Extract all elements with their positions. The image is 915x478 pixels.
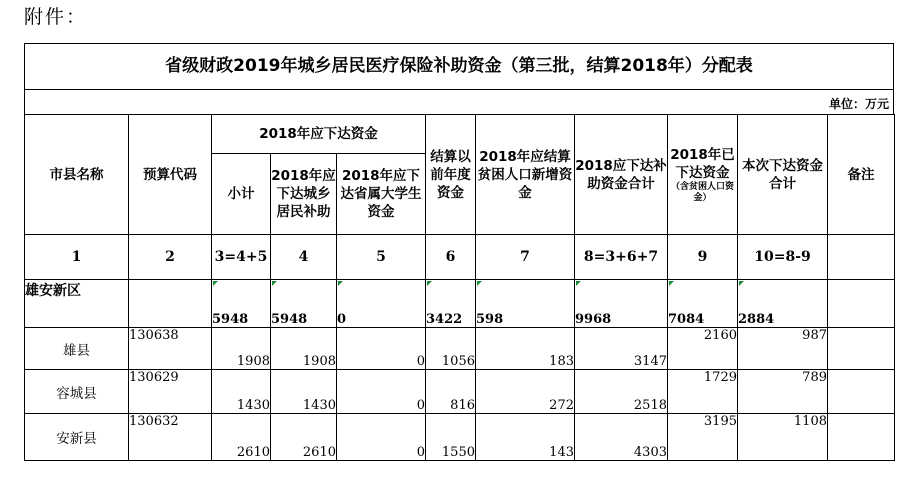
row-total: 3147 <box>575 328 668 370</box>
summary-remark-empty <box>828 280 895 328</box>
row-total: 4303 <box>575 414 668 461</box>
header-student-fund: 2018年应下达省属大学生资金 <box>337 154 426 235</box>
formula-cell: 3=4+5 <box>212 235 271 280</box>
summary-value: 7084 <box>668 280 738 328</box>
green-corner-marker <box>739 281 744 286</box>
summary-value: 3422 <box>426 280 476 328</box>
green-corner-marker <box>338 281 343 286</box>
formula-cell: 4 <box>271 235 337 280</box>
green-corner-marker <box>477 281 482 286</box>
table-row <box>25 414 895 461</box>
formula-cell: 6 <box>426 235 476 280</box>
row-code: 130632 <box>129 414 212 461</box>
green-corner-marker <box>213 281 218 286</box>
row-remark <box>828 414 895 461</box>
formula-cell: 7 <box>476 235 575 280</box>
row-resident: 2610 <box>271 414 337 461</box>
summary-value: 2884 <box>738 280 828 328</box>
unit-row <box>24 89 894 115</box>
header-code: 预算代码 <box>129 115 212 235</box>
row-issued: 2160 <box>668 328 738 370</box>
formula-cell-empty <box>828 235 895 280</box>
table-row <box>25 370 895 414</box>
formula-cell: 1 <box>25 235 129 280</box>
summary-name: 雄安新区 <box>25 280 129 328</box>
attachment-label: 附件： <box>24 6 88 28</box>
row-name: 容城县 <box>25 370 129 414</box>
formula-cell: 8=3+6+7 <box>575 235 668 280</box>
header-poor-new: 2018年应结算贫困人口新增资金 <box>476 115 575 235</box>
row-name: 雄县 <box>25 328 129 370</box>
header-remark: 备注 <box>828 115 895 235</box>
row-subtotal: 1430 <box>212 370 271 414</box>
summary-value: 9968 <box>575 280 668 328</box>
row-resident: 1430 <box>271 370 337 414</box>
green-corner-marker <box>576 281 581 286</box>
row-poor: 183 <box>476 328 575 370</box>
formula-cell: 9 <box>668 235 738 280</box>
row-student: 0 <box>337 414 426 461</box>
row-issued: 1729 <box>668 370 738 414</box>
row-poor: 143 <box>476 414 575 461</box>
row-this: 987 <box>738 328 828 370</box>
row-poor: 272 <box>476 370 575 414</box>
summary-value: 5948 <box>271 280 337 328</box>
row-remark <box>828 370 895 414</box>
header-issued-note: （含贫困人口资金） <box>670 181 734 203</box>
summary-row <box>25 280 895 328</box>
row-prior: 816 <box>426 370 476 414</box>
summary-value: 598 <box>476 280 575 328</box>
formula-cell: 10=8-9 <box>738 235 828 280</box>
green-corner-marker <box>427 281 432 286</box>
header-issued-label: 2018年已下达资金 <box>670 146 735 181</box>
green-corner-marker <box>272 281 277 286</box>
summary-code-empty <box>129 280 212 328</box>
header-resident-subsidy: 2018年应下达城乡居民补助 <box>271 154 337 235</box>
row-prior: 1056 <box>426 328 476 370</box>
formula-cell: 2 <box>129 235 212 280</box>
header-issued <box>668 115 738 235</box>
row-code: 130629 <box>129 370 212 414</box>
row-this: 1108 <box>738 414 828 461</box>
header-group-2018: 2018年应下达资金 <box>212 115 426 154</box>
row-subtotal: 2610 <box>212 414 271 461</box>
header-this-total: 本次下达资金合计 <box>738 115 828 235</box>
row-code: 130638 <box>129 328 212 370</box>
row-total: 2518 <box>575 370 668 414</box>
row-remark <box>828 328 895 370</box>
table-row <box>25 328 895 370</box>
header-subtotal: 小计 <box>212 154 271 235</box>
formula-cell: 5 <box>337 235 426 280</box>
header-total-due: 2018应下达补助资金合计 <box>575 115 668 235</box>
row-resident: 1908 <box>271 328 337 370</box>
header-prior-years: 结算以前年度资金 <box>426 115 476 235</box>
summary-value: 5948 <box>212 280 271 328</box>
row-student: 0 <box>337 370 426 414</box>
unit-label: 单位：万元 <box>828 97 889 111</box>
table-title: 省级财政2019年城乡居民医疗保险补助资金（第三批，结算2018年）分配表 <box>165 56 753 76</box>
row-prior: 1550 <box>426 414 476 461</box>
summary-value: 0 <box>337 280 426 328</box>
row-name: 安新县 <box>25 414 129 461</box>
row-issued: 3195 <box>668 414 738 461</box>
header-city: 市县名称 <box>25 115 129 235</box>
row-this: 789 <box>738 370 828 414</box>
green-corner-marker <box>669 281 674 286</box>
row-subtotal: 1908 <box>212 328 271 370</box>
allocation-table <box>24 114 895 461</box>
row-student: 0 <box>337 328 426 370</box>
